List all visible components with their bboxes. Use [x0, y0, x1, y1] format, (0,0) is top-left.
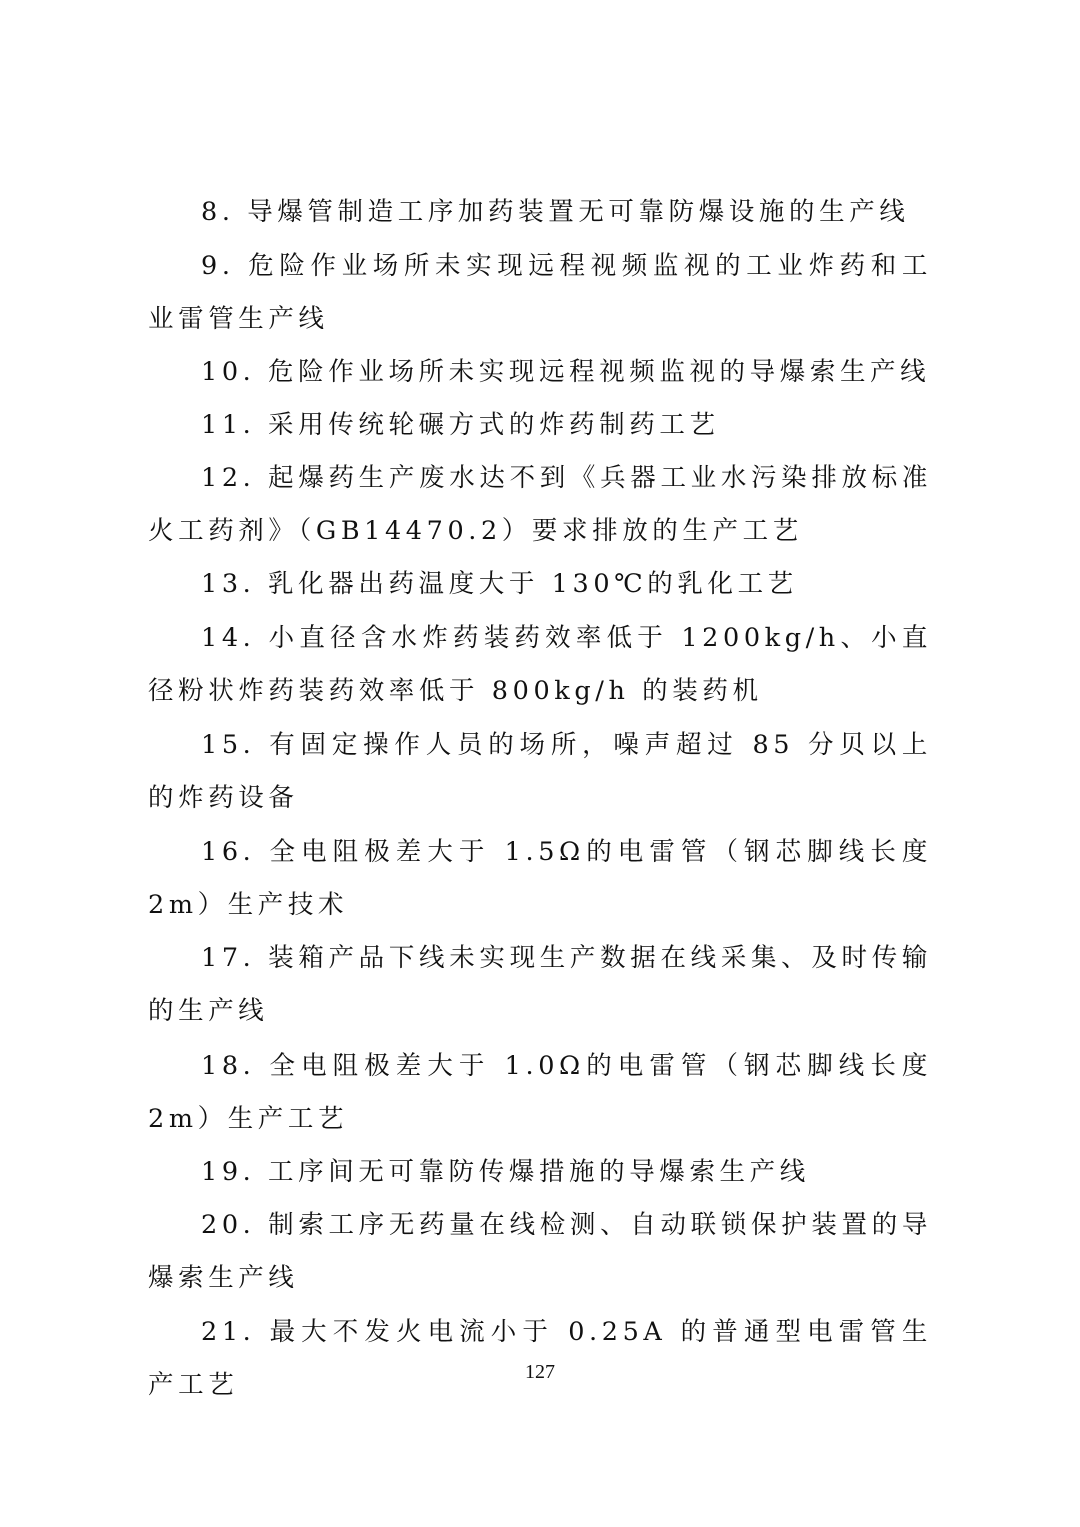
- list-item: 19. 工序间无可靠防传爆措施的导爆索生产线: [201, 1157, 810, 1187]
- list-item: 13. 乳化器出药温度大于 130℃的乳化工艺: [201, 569, 798, 599]
- page-number: 127: [525, 1361, 555, 1383]
- list-item: 20. 制索工序无药量在线检测、自动联锁保护装置的导爆索生产线: [148, 1210, 932, 1293]
- list-item: 9. 危险作业场所未实现远程视频监视的工业炸药和工业雷管生产线: [148, 251, 932, 334]
- list-item: 16. 全电阻极差大于 1.5Ω的电雷管（钢芯脚线长度 2m）生产技术: [148, 837, 932, 920]
- list-item: 10. 危险作业场所未实现远程视频监视的导爆索生产线: [201, 357, 931, 387]
- list-item: 11. 采用传统轮碾方式的炸药制药工艺: [201, 410, 720, 440]
- list-item: 8. 导爆管制造工序加药装置无可靠防爆设施的生产线: [201, 197, 910, 227]
- list-item: 15. 有固定操作人员的场所，噪声超过 85 分贝以上的炸药设备: [148, 730, 932, 813]
- list-item: 14. 小直径含水炸药装药效率低于 1200kg/h、小直径粉状炸药装药效率低于 800kg/h 的装药机: [148, 623, 932, 706]
- list-item: 12. 起爆药生产废水达不到《兵器工业水污染排放标准火工药剂》（GB14470.2）要求排放的生产工艺: [148, 463, 932, 546]
- list-item: 17. 装箱产品下线未实现生产数据在线采集、及时传输的生产线: [148, 943, 932, 1026]
- list-item: 18. 全电阻极差大于 1.0Ω的电雷管（钢芯脚线长度 2m）生产工艺: [148, 1051, 932, 1134]
- list-item: 21. 最大不发火电流小于 0.25A 的普通型电雷管生产工艺: [148, 1317, 932, 1400]
